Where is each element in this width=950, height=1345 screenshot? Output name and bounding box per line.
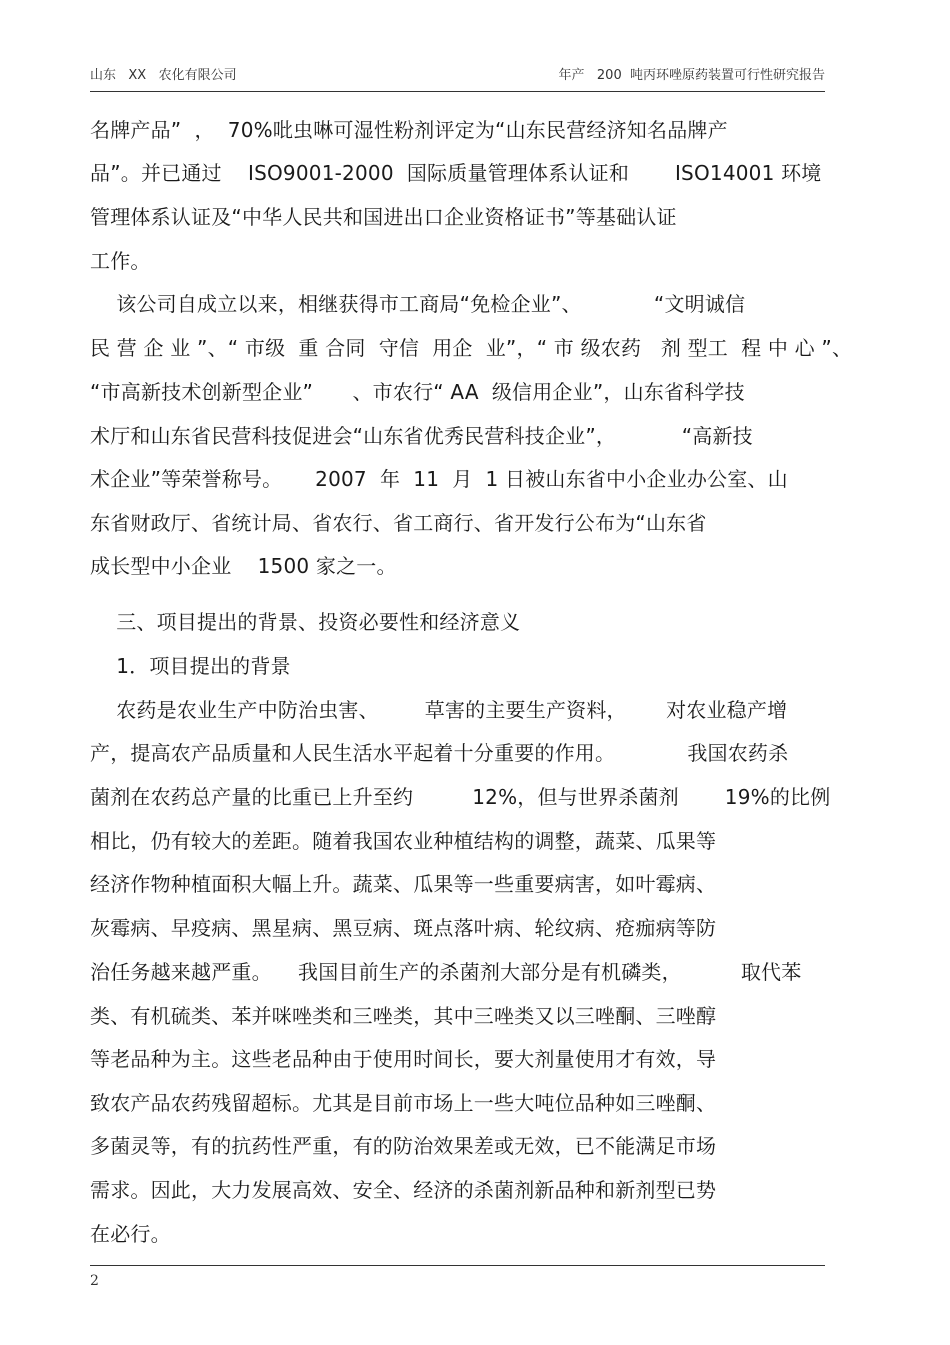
text-line: 菌剂在农药总产量的比重已上升至约 12%，但与世界杀菌剂 19%的比例	[90, 785, 831, 809]
text-line: 经济作物种植面积大幅上升。蔬菜、瓜果等一些重要病害，如叶霉病、	[90, 872, 717, 896]
text-line: 东省财政厅、省统计局、省农行、省工商行、省开发行公布为“山东省	[90, 511, 707, 535]
subsection-heading: 1．项目提出的背景	[90, 654, 291, 678]
text-line: 产，提高农产品质量和人民生活水平起着十分重要的作用。 我国农药杀	[90, 741, 789, 765]
section-heading: 三、项目提出的背景、投资必要性和经济意义	[90, 610, 521, 634]
text-line: 成长型中小企业 1500 家之一。	[90, 554, 397, 578]
text-line: 需求。因此，大力发展高效、安全、经济的杀菌剂新品种和新剂型已势	[90, 1178, 717, 1202]
text-line: 该公司自成立以来，相继获得市工商局“免检企业”、 “文明诚信	[90, 292, 746, 316]
page-number: 2	[90, 1273, 99, 1289]
text-line: 在必行。	[90, 1222, 171, 1246]
text-line: 工作。	[90, 249, 151, 273]
text-line: 管理体系认证及“中华人民共和国进出口企业资格证书”等基础认证	[90, 205, 677, 229]
text-line: 灰霉病、早疫病、黑星病、黑豆病、斑点落叶病、轮纹病、疮痂病等防	[90, 916, 717, 940]
text-line: “市高新技术创新型企业” 、市农行“ AA 级信用企业”，山东省科学技	[90, 380, 745, 404]
text-line: 民 营 企 业 ”、“ 市级 重 合同 守信 用企 业”，“ 市 级农药 剂 型工 程 中 心 ”、	[90, 336, 853, 360]
footer-rule	[90, 1265, 825, 1266]
header-rule	[90, 91, 825, 92]
text-line: 品”。并已通过 ISO9001-2000 国际质量管理体系认证和 ISO14001 环境	[90, 161, 822, 185]
text-line: 治任务越来越严重。 我国目前生产的杀菌剂大部分是有机磷类， 取代苯	[90, 960, 802, 984]
text-line: 术企业”等荣誉称号。 2007 年 11 月 1 日被山东省中小企业办公室、山	[90, 467, 788, 491]
text-line: 多菌灵等，有的抗药性严重，有的防治效果差或无效，已不能满足市场	[90, 1134, 717, 1158]
text-line: 农药是农业生产中防治虫害、 草害的主要生产资料， 对农业稳产增	[90, 698, 788, 722]
text-line: 致农产品农药残留超标。尤其是目前市场上一些大吨位品种如三唑酮、	[90, 1091, 717, 1115]
text-line: 名牌产品” ， 70%吡虫啉可湿性粉剂评定为“山东民营经济知名品牌产	[90, 118, 728, 142]
text-line: 等老品种为主。这些老品种由于使用时间长，要大剂量使用才有效，导	[90, 1047, 717, 1071]
header-company: 山东 XX 农化有限公司	[90, 68, 237, 83]
page-header	[90, 64, 825, 86]
text-line: 类、有机硫类、苯并咪唑类和三唑类，其中三唑类又以三唑酮、三唑醇	[90, 1004, 717, 1028]
text-line: 相比，仍有较大的差距。随着我国农业种植结构的调整，蔬菜、瓜果等	[90, 829, 717, 853]
header-report-title: 年产 200 吨丙环唑原药装置可行性研究报告	[558, 68, 825, 83]
text-line: 术厅和山东省民营科技促进会“山东省优秀民营科技企业”， “高新技	[90, 424, 753, 448]
